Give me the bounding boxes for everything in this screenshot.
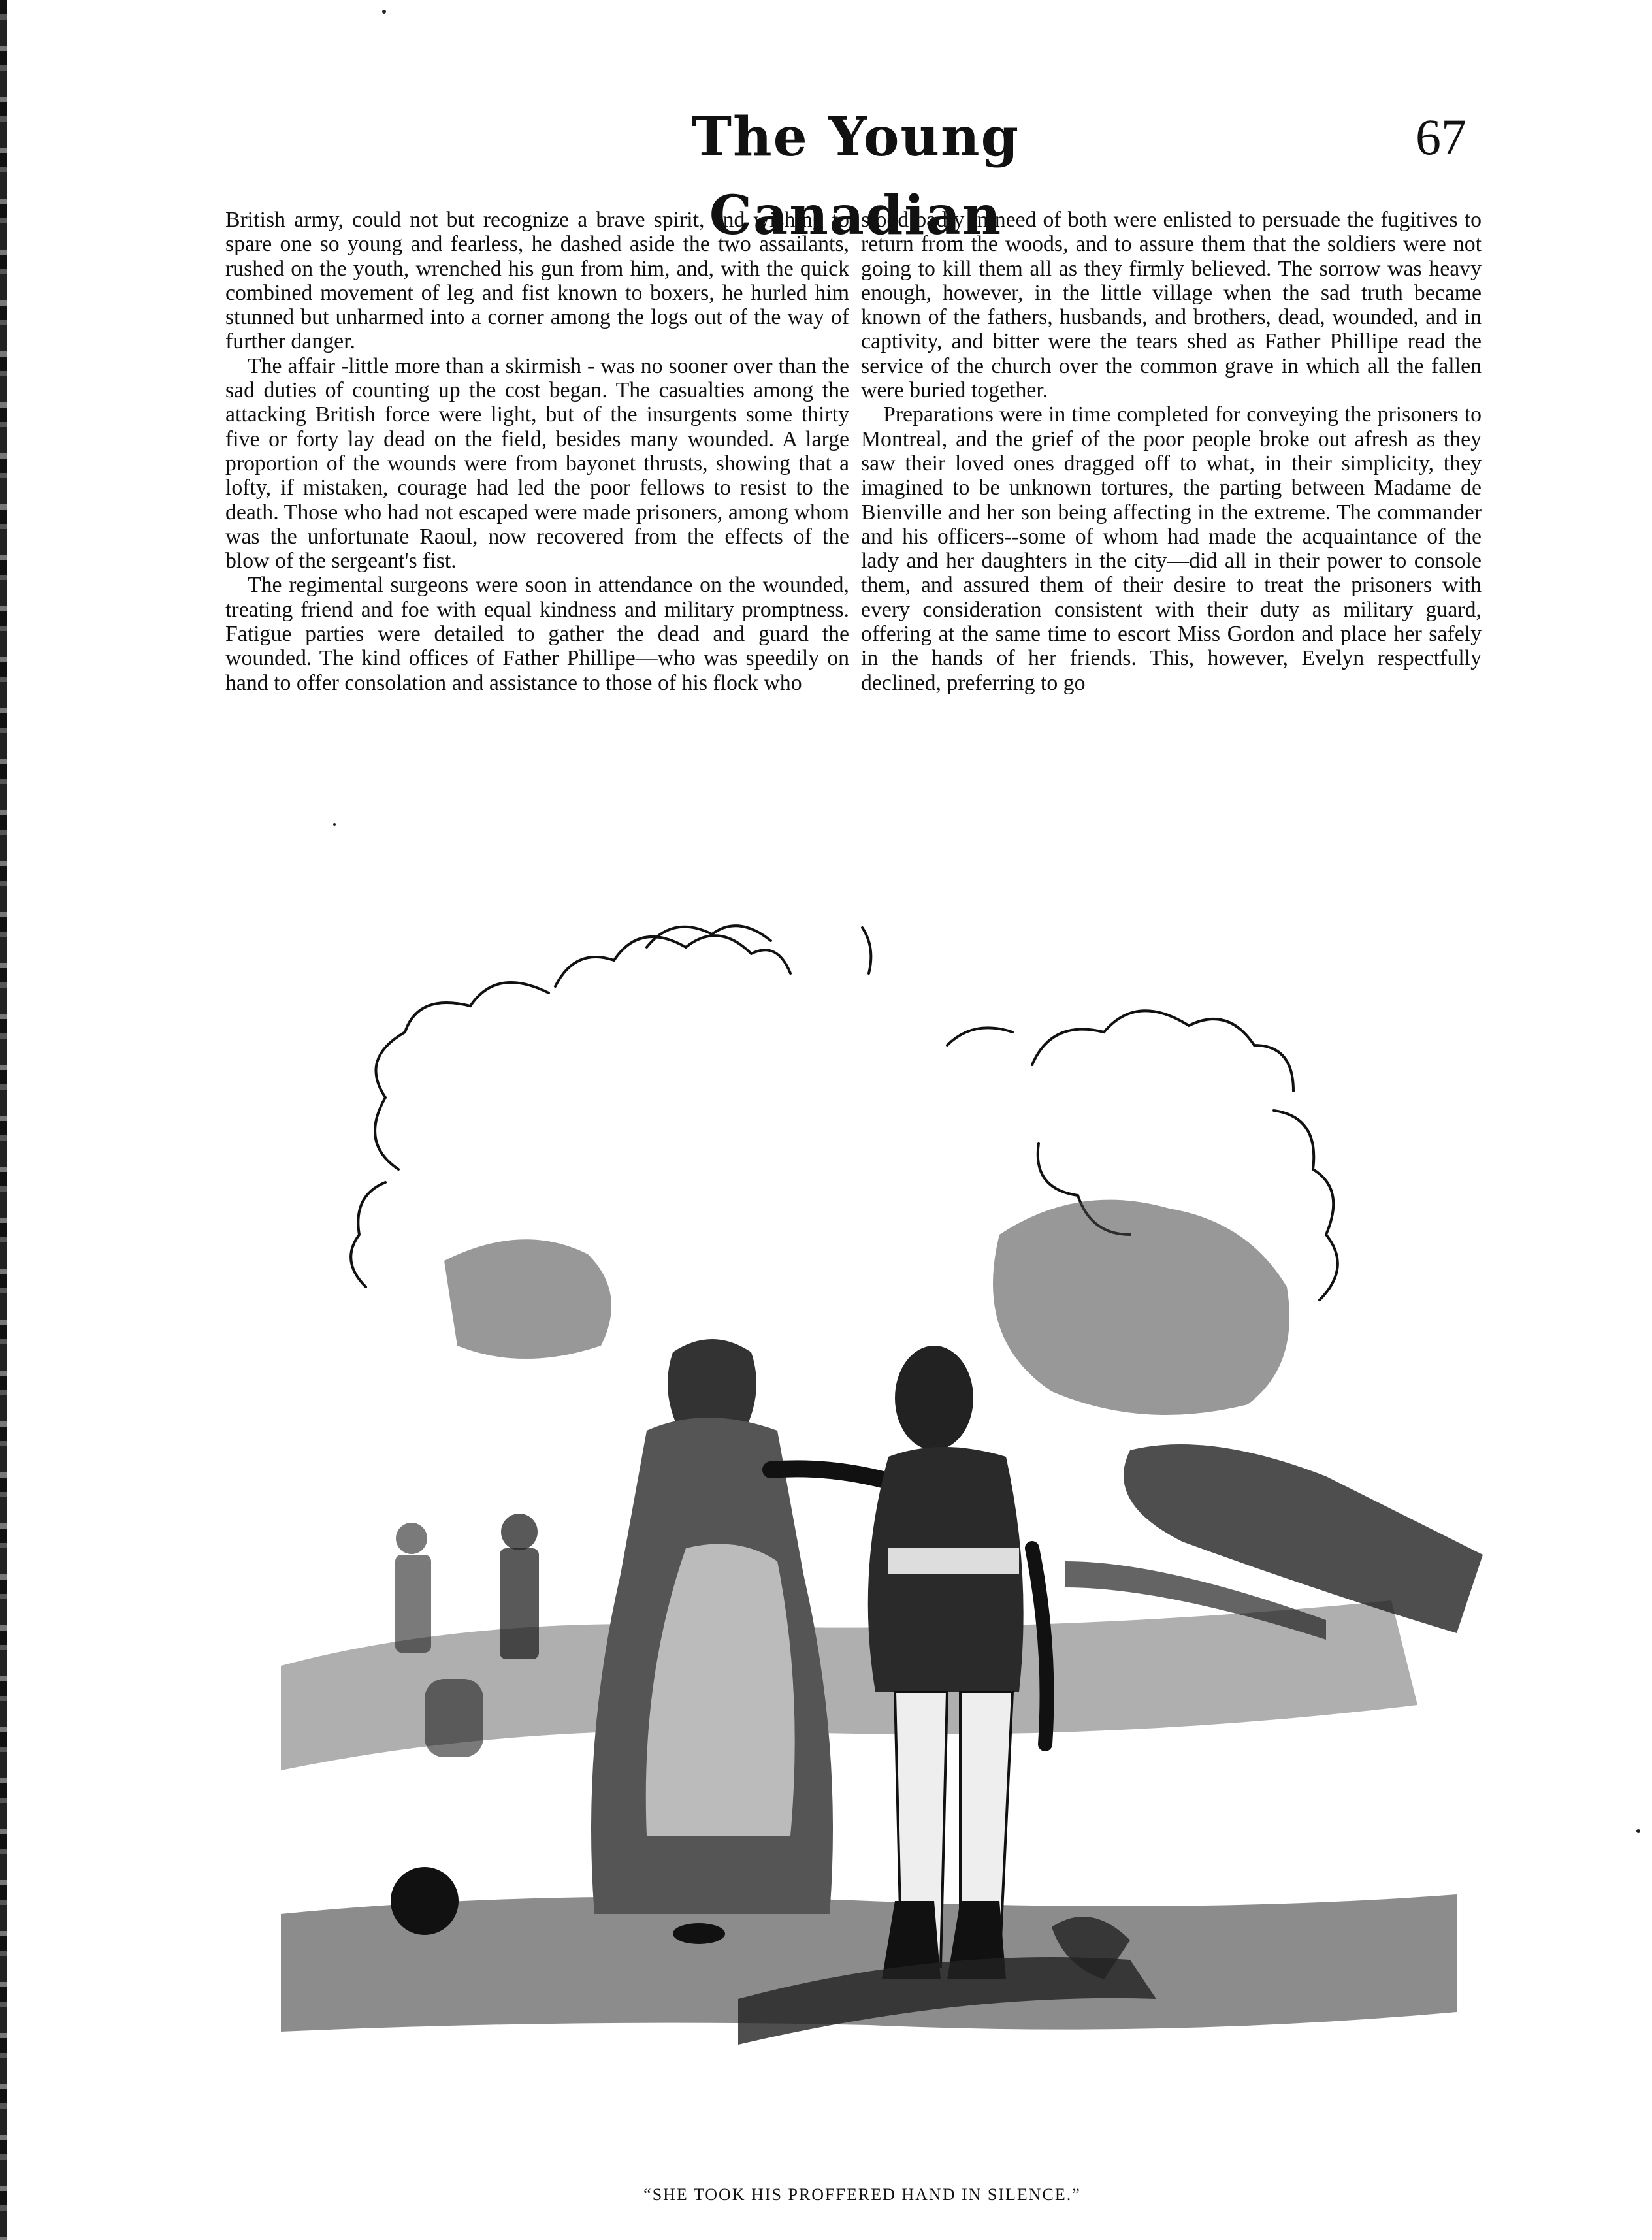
paragraph: stood badly in need of both were enlisted to persuade the fugitives to return from the woods, and to assure them that the soldiers were not going to kill them all as they firmly believed. The sorrow was heavy enough, however, in the little village when the sad truth became known of the fathers, husbands, and brothers, dead, wounded, and in captivity, and bitter were the tears shed as Father Phillipe read the service of the church over the common grave in which all the fallen were buried together.: [861, 208, 1482, 403]
illustration-caption: “SHE TOOK HIS PROFFERED HAND IN SILENCE.”: [643, 2185, 1081, 2204]
paragraph: Preparations were in time completed for conveying the prisoners to Montreal, and the grief of the poor people broke out afresh as they saw their loved ones dragged off to what, in their simplicity, they imagined to be unknown tortures, the parting between Madame de Bienville and her son being affecting in the extreme. The commander and his officers--some of whom had made the acquaintance of the lady and her daughters in the city—did all in their power to console them, and assured them of their desire to treat the prisoners with every consideration consistent with their duty as military guard, offering at the same time to escort Miss Gordon and place her safely in the hands of her friends. This, however, Evelyn respectfully declined, preferring to go: [861, 402, 1482, 695]
page-number: 67: [1416, 108, 1466, 165]
ink-speck: [1636, 1829, 1640, 1833]
ground-hatching: [281, 1600, 1457, 2032]
cannon: [1065, 1444, 1483, 1640]
masthead-title: The Young Canadian: [691, 106, 1020, 247]
cloud-shading: [444, 1200, 1289, 1415]
ink-speck: [333, 823, 336, 826]
paragraph: The affair -little more than a skirmish - was no sooner over than the sad duties of counting up the cost began. The casualties among the attacking British force were light, but of the insurgents some thirty five or forty lay dead on the field, besides many wounded. A large proportion of the wounds were from bayonet thrusts, showing that a lofty, if mistaken, courage had led the poor fellows to resist to the death. Those who had not escaped were made prisoners, among whom was the unfortunate Raoul, now recovered from the effects of the blow of the sergeant's fist.: [225, 353, 849, 574]
right-text-column: [861, 208, 1482, 695]
page-binding-edge: [0, 0, 7, 2240]
man-figure: [868, 1346, 1047, 1979]
left-text-column: [225, 208, 849, 695]
paragraph: British army, could not but recognize a brave spirit, and wishing to spare one so young and fearless, he dashed aside the two assailants, rushed on the youth, wrenched his gun from him, and, with the quick combined movement of leg and fist known to boxers, he hurled him stunned but unharmed into a corner among the logs out of the way of further danger.: [225, 208, 849, 354]
ink-speck: [382, 10, 386, 14]
paragraph: The regimental surgeons were soon in attendance on the wounded, treating friend and foe with equal kindness and military promptness. Fatigue parties were detailed to gather the dead and guard the wounded. The kind offices of Father Phillipe—who was speedily on hand to offer consolation and assistance to those of his flock who: [225, 573, 849, 695]
cannonball: [391, 1867, 459, 1935]
engraving-illustration: [281, 895, 1496, 2185]
